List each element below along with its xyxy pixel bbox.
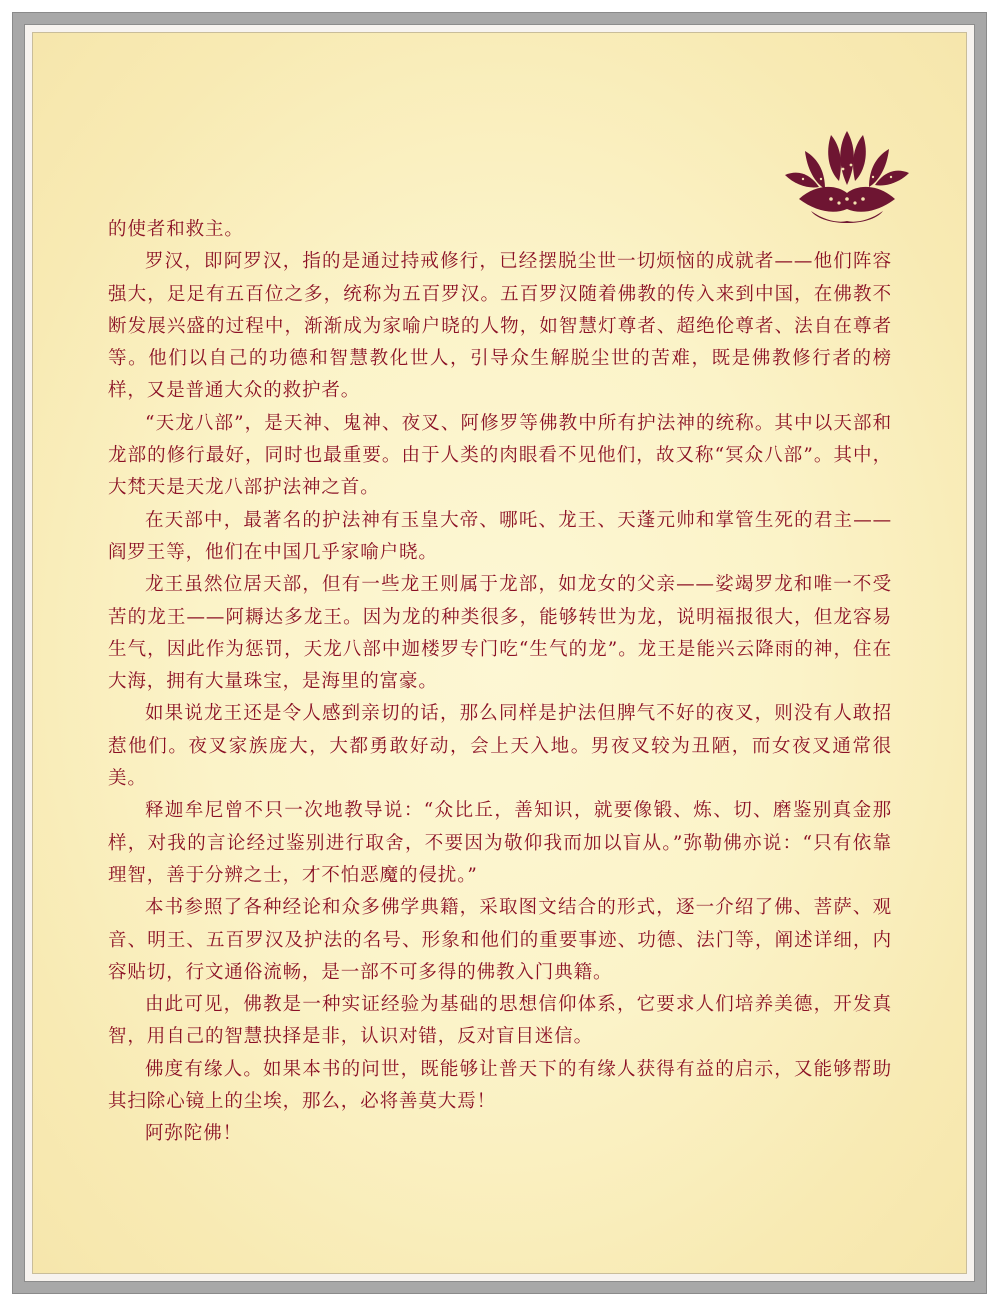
paragraph-8: 本书参照了各种经论和众多佛学典籍，采取图文结合的形式，逐一介绍了佛、菩萨、观音、明王、五百罗汉及护法的名号、形象和他们的重要事迹、功德、法门等，阐述详细，内容贴切，行文通俗流畅，是一部不可多得的佛教入门典籍。 bbox=[108, 897, 892, 983]
paragraph-6: 如果说龙王还是令人感到亲切的话，那么同样是护法但脾气不好的夜叉，则没有人敢招惹他们。夜叉家族庞大，大都勇敢好动，会上天入地。男夜叉较为丑陋，而女夜叉通常很美。 bbox=[108, 703, 892, 790]
paragraph-9: 由此可见，佛教是一种实证经验为基础的思想信仰体系，它要求人们培养美德，开发真智，用自己的智慧抉择是非，认识对错，反对盲目迷信。 bbox=[108, 994, 892, 1048]
paragraph-5: 龙王虽然位居天部，但有一些龙王则属于龙部，如龙女的父亲——娑竭罗龙和唯一不受苦的龙王——阿耨达多龙王。因为龙的种类很多，能够转世为龙，说明福报很大，但龙容易生气，因此作为惩罚，天龙八部中迦楼罗专门吃“生气的龙”。龙王是能兴云降雨的神，住在大海，拥有大量珠宝，是海里的富豪。 bbox=[108, 574, 892, 693]
paragraph-1: 的使者和救主。 bbox=[108, 219, 244, 240]
paragraph-4: 在天部中，最著名的护法神有玉皇大帝、哪吒、龙王、天蓬元帅和掌管生死的君主——阎罗王等，他们在中国几乎家喻户晓。 bbox=[108, 509, 892, 563]
body-text bbox=[108, 214, 892, 1151]
paragraph-3: “天龙八部”，是天神、鬼神、夜叉、阿修罗等佛教中所有护法神的统称。其中以天部和龙部的修行最好，同时也最重要。由于人类的肉眼看不见他们，故又称“冥众八部”。其中，大梵天是天龙八部护法神之首。 bbox=[108, 412, 892, 499]
paragraph-11: 阿弥陀佛！ bbox=[145, 1123, 243, 1145]
paragraph-10: 佛度有缘人。如果本书的问世，既能够让普天下的有缘人获得有益的启示，又能够帮助其扫除心镜上的尘埃，那么，必将善莫大焉！ bbox=[108, 1058, 892, 1113]
paragraph-2: 罗汉，即阿罗汉，指的是通过持戒修行，已经摆脱尘世一切烦恼的成就者——他们阵容强大，足足有五百位之多，统称为五百罗汉。五百罗汉随着佛教的传入来到中国，在佛教不断发展兴盛的过程中，渐渐成为家喻户晓的人物，如智慧灯尊者、超绝伦尊者、法自在尊者等。他们以自己的功德和智慧教化世人，引导众生解脱尘世的苦难，既是佛教修行者的榜样，又是普通大众的救护者。 bbox=[108, 251, 892, 402]
paragraph-7: 释迦牟尼曾不只一次地教导说：“众比丘，善知识，就要像锻、炼、切、磨鉴别真金那样，对我的言论经过鉴别进行取舍，不要因为敬仰我而加以盲从。”弥勒佛亦说：“只有依靠理智，善于分辨之士，才不怕恶魔的侵扰。” bbox=[108, 800, 892, 886]
